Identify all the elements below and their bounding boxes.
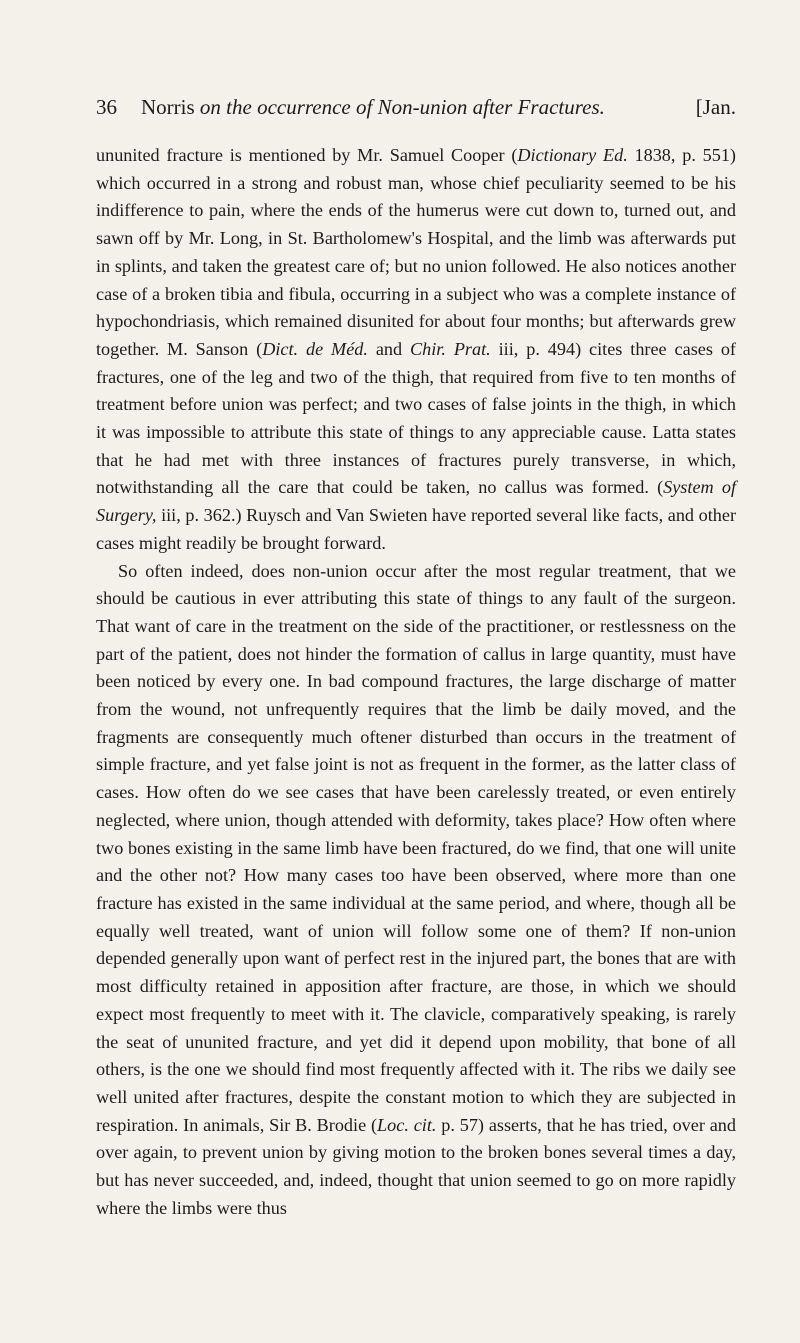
text-run: 1838, p. 551) which occurred in a strong and robust man, whose chief peculiarity seemed to be his indifference to pain, where the ends of the humerus were cut down to, turned out, and sawn off by Mr. Long, in St. Bartholomew's Hospital, and the limb was afterwards put in splints, and taken the greatest care of; but no union followed. He also notices another case of a broken tibia and fibula, occurring in a subject who was a complete instance of hypochondriasis, which remained disunited for about four months; but afterwards grew together. M. Sanson ( — [96, 145, 736, 359]
citation-title: System of Surgery, — [96, 477, 736, 526]
running-title — [141, 92, 605, 122]
issue-month: [Jan. — [695, 95, 736, 119]
paragraph-2 — [96, 558, 736, 1223]
text-run: So often indeed, does non-union occur after the most regular treatment, that we should be cautious in ever attributing this state of things to any fault of the surgeon. That want of care in the treatment on the side of the practitioner, or restlessness on the part of the patient, does not hinder the formation of callus in large quantity, must have been noticed by every one. In bad compound fractures, the large discharge of matter from the wound, not unfrequently requires that the limb be daily moved, and the fragments are consequently much oftener disturbed than occurs in the treatment of simple fracture, and yet false joint is not as frequent in the former, as the latter class of cases. How often do we see cases that have been carelessly treated, or even entirely neglected, where union, though attended with deformity, takes place? How often where two bones existing in the same limb have been fractured, do we find, that one will unite and the other not? How many cases too have been observed, where more than one fracture has existed in the same individual at the same period, and where, though all be equally well treated, want of union will follow some one of them? If non-union depended generally upon want of perfect rest in the injured part, the bones that are with most difficulty retained in apposition after fracture, are those, in which we should expect most frequently to meet with it. The clavicle, comparatively speaking, is rarely the seat of ununited fracture, and yet did it depend upon mobility, that bone of all others, is the one we should find most frequently affected with it. The ribs we daily see well united after fractures, despite the constant motion to which they are subjected in respiration. In animals, Sir B. Brodie ( — [96, 560, 736, 1135]
running-author: Norris — [141, 95, 200, 119]
text-run: p. 57) asserts, that he has tried, over and over again, to prevent union by giving motion to the broken bones several times a day, but has never succeeded, and, indeed, thought that union seemed to go on more rapidly where the limbs were thus — [96, 1114, 736, 1218]
citation-title: Dict. de Méd. — [262, 338, 368, 359]
text-run: iii, p. 494) cites three cases of fractures, one of the leg and two of the thigh, that required from five to ten months of treatment before union was perfect; and two cases of false joints in the thigh, in which it was impossible to attribute this state of things to any appreciable cause. Latta states that he had met with three instances of fractures purely transverse, in which, notwithstanding all the care that could be taken, no callus was formed. ( — [96, 338, 736, 498]
text-run: iii, p. 362.) Ruysch and Van Swieten have reported several like facts, and other cases might readily be brought forward. — [96, 505, 736, 553]
citation-title: Dictionary Ed. — [517, 145, 628, 165]
page-number: 36 — [96, 95, 117, 119]
text-run: and — [367, 338, 411, 359]
citation-title: Chir. Prat. — [410, 338, 491, 359]
paragraph-1 — [96, 142, 736, 558]
citation-title: Loc. cit. — [377, 1114, 437, 1135]
text-run: ununited fracture is mentioned by Mr. Samuel Cooper ( — [96, 145, 518, 165]
body-text — [96, 142, 736, 1222]
running-header — [96, 92, 736, 122]
running-title-text: on the occurrence of Non-union after Fractures. — [199, 95, 605, 119]
